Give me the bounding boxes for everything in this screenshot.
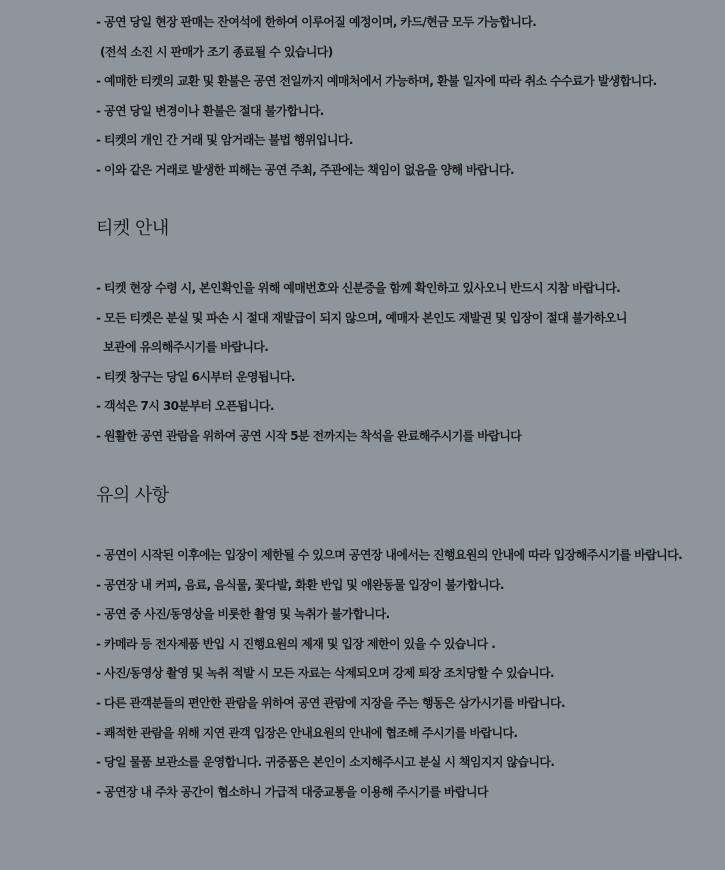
caution-line: - 사진/동영상 촬영 및 녹취 적발 시 모든 자료는 삭제되오며 강제 퇴장 조치당할 수 있습니다.	[96, 666, 554, 681]
notice-line: - 티켓의 개인 간 거래 및 암거래는 불법 행위입니다.	[96, 133, 353, 148]
ticket-info-line: 보관에 유의해주시기를 바랍니다.	[96, 340, 269, 355]
ticket-info-line: - 티켓 현장 수령 시, 본인확인을 위해 예매번호와 신분증을 함께 확인하고 있사오니 반드시 지참 바랍니다.	[96, 281, 621, 295]
caution-line: - 당일 물품 보관소를 운영합니다. 귀중품은 본인이 소지해주시고 분실 시 책임지지 않습니다.	[96, 755, 555, 770]
caution-line: - 카메라 등 전자제품 반입 시 진행요원의 제재 및 입장 제한이 있을 수 있습니다 .	[96, 636, 496, 651]
caution-line: - 공연장 내 커피, 음료, 음식물, 꽃다발, 화환 반입 및 애완동물 입장이 불가합니다.	[96, 577, 504, 592]
top-notes-section	[96, 12, 705, 190]
ticket-info-section	[96, 278, 705, 456]
ticket-info-heading: 티켓 안내	[96, 218, 169, 239]
notice-line: - 공연 당일 현장 판매는 잔여석에 한하여 이루어질 예정이며, 카드/현금 모두 가능합니다.	[96, 15, 537, 29]
caution-line: - 공연이 시작된 이후에는 입장이 제한될 수 있으며 공연장 내에서는 진행요원의 안내에 따라 입장해주시기를 바랍니다.	[96, 548, 683, 562]
caution-line: - 쾌적한 관람을 위해 지연 관객 입장은 안내요원의 안내에 협조해 주시기를 바랍니다.	[96, 725, 518, 740]
caution-line: - 공연장 내 주차 공간이 협소하니 가급적 대중교통을 이용해 주시기를 바랍니다	[96, 784, 488, 799]
notice-line: (전석 소진 시 판매가 조기 종료될 수 있습니다)	[100, 44, 333, 59]
notice-line: - 공연 당일 변경이나 환불은 절대 불가합니다.	[96, 103, 324, 118]
ticket-info-line: - 모든 티켓은 분실 및 파손 시 절대 재발급이 되지 않으며, 예매자 본인도 재발권 및 입장이 절대 불가하오니	[96, 310, 627, 325]
notice-line: - 이와 같은 거래로 발생한 피해는 공연 주최, 주관에는 책임이 없음을 양해 바랍니다.	[96, 162, 514, 177]
ticket-info-line: - 티켓 창구는 당일 6시부터 운영됩니다.	[96, 369, 295, 384]
ticket-info-line: - 원활한 공연 관람을 위하여 공연 시작 5분 전까지는 착석을 완료해주시기를 바랍니다	[96, 428, 522, 443]
cautions-section	[96, 545, 705, 811]
notice-line: - 예매한 티켓의 교환 및 환불은 공연 전일까지 예매처에서 가능하며, 환불 일자에 따라 취소 수수료가 발생합니다.	[96, 74, 657, 89]
caution-line: - 공연 중 사진/동영상을 비롯한 촬영 및 녹취가 불가합니다.	[96, 607, 390, 622]
ticket-info-line: - 객석은 7시 30분부터 오픈됩니다.	[96, 399, 274, 414]
cautions-heading: 유의 사항	[96, 485, 169, 506]
caution-line: - 다른 관객분들의 편안한 관람을 위하여 공연 관람에 지장을 주는 행동은 삼가시기를 바랍니다.	[96, 695, 565, 710]
